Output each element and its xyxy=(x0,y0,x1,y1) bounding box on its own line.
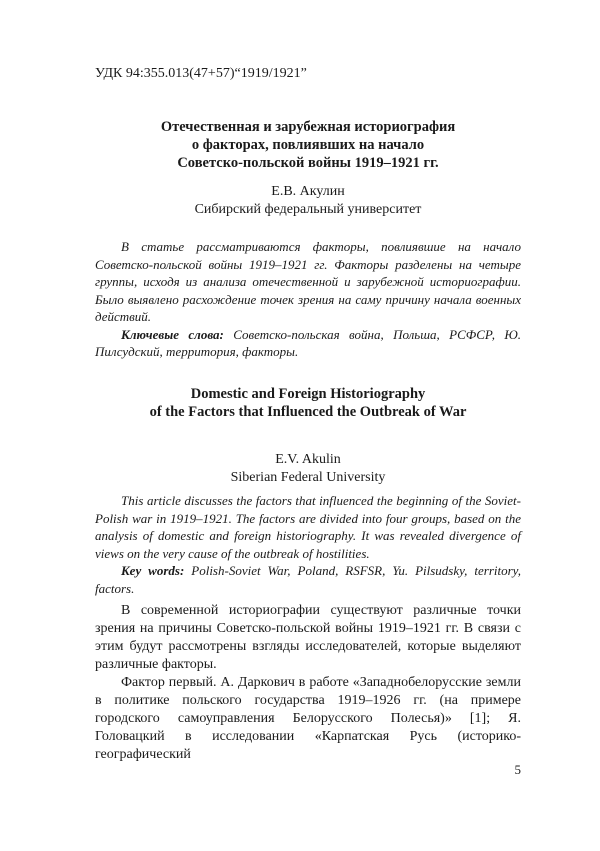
ru-title-line: Отечественная и зарубежная историография xyxy=(160,119,456,135)
en-title-line: of the Factors that Influenced the Outbreak of War xyxy=(149,404,467,420)
ru-abstract-text: В статье рассматриваются факторы, повлиявшие на начало Советско-польской войны 1919–1921 гг. Факторы разделены на четыре группы, исходя из анализа отечественной и зарубежной историографии. Было выявлено расхождение точек зрения на саму причину начала военных действий. xyxy=(95,239,521,324)
body-paragraph: В современной историографии существуют различные точки зрения на причины Советско-польской войны 1919–1921 гг. В связи с этим будут рассмотрены взгляды исследователей, которые выделяют различные факторы. xyxy=(95,603,521,672)
ru-title xyxy=(95,118,521,172)
en-title xyxy=(95,385,521,421)
ru-keywords xyxy=(95,326,521,361)
en-abstract xyxy=(95,492,521,597)
ru-abstract xyxy=(95,238,521,361)
udk-code: УДК 94:355.013(47+57)“1919/1921” xyxy=(95,66,307,81)
ru-title-line: Советско-польской войны 1919–1921 гг. xyxy=(177,155,439,171)
en-affiliation: Siberian Federal University xyxy=(230,470,386,485)
ru-affiliation: Сибирский федеральный университет xyxy=(194,202,422,217)
en-author-name: E.V. Akulin xyxy=(275,452,341,467)
en-author-block xyxy=(95,451,521,487)
ru-title-line: о факторах, повлиявших на начало xyxy=(191,137,425,153)
en-keywords-label: Key words: xyxy=(121,563,185,578)
ru-keywords-label: Ключевые слова: xyxy=(121,326,224,342)
ru-author-block xyxy=(95,183,521,219)
body-text xyxy=(95,602,521,764)
page-number: 5 xyxy=(514,762,521,777)
body-paragraph: Фактор первый. А. Даркович в работе «Западнобелорусские земли в политике польского государства 1919–1926 гг. (на примере городского самоуправления Белорусского Полесья)» [1]; Я. Головацкий в исследовании «Карпатская Русь (историко-географический xyxy=(95,675,521,762)
en-keywords xyxy=(95,562,521,597)
en-keywords-text: Polish-Soviet War, Poland, RSFSR, Yu. Pilsudsky, territory, factors. xyxy=(95,563,521,596)
ru-keywords-text: Советско-польская война, Польша, РСФСР, Ю. Пилсудский, территория, факторы. xyxy=(95,326,521,359)
en-title-line: Domestic and Foreign Historiography xyxy=(190,386,426,402)
ru-author-name: Е.В. Акулин xyxy=(271,184,345,199)
en-abstract-text: This article discusses the factors that influenced the beginning of the Soviet-Polish war in 1919–1921. The factors are divided into four groups, based on the analysis of domestic and foreign historiography. It was revealed divergence of views on the very cause of the outbreak of hostilities. xyxy=(95,493,521,561)
